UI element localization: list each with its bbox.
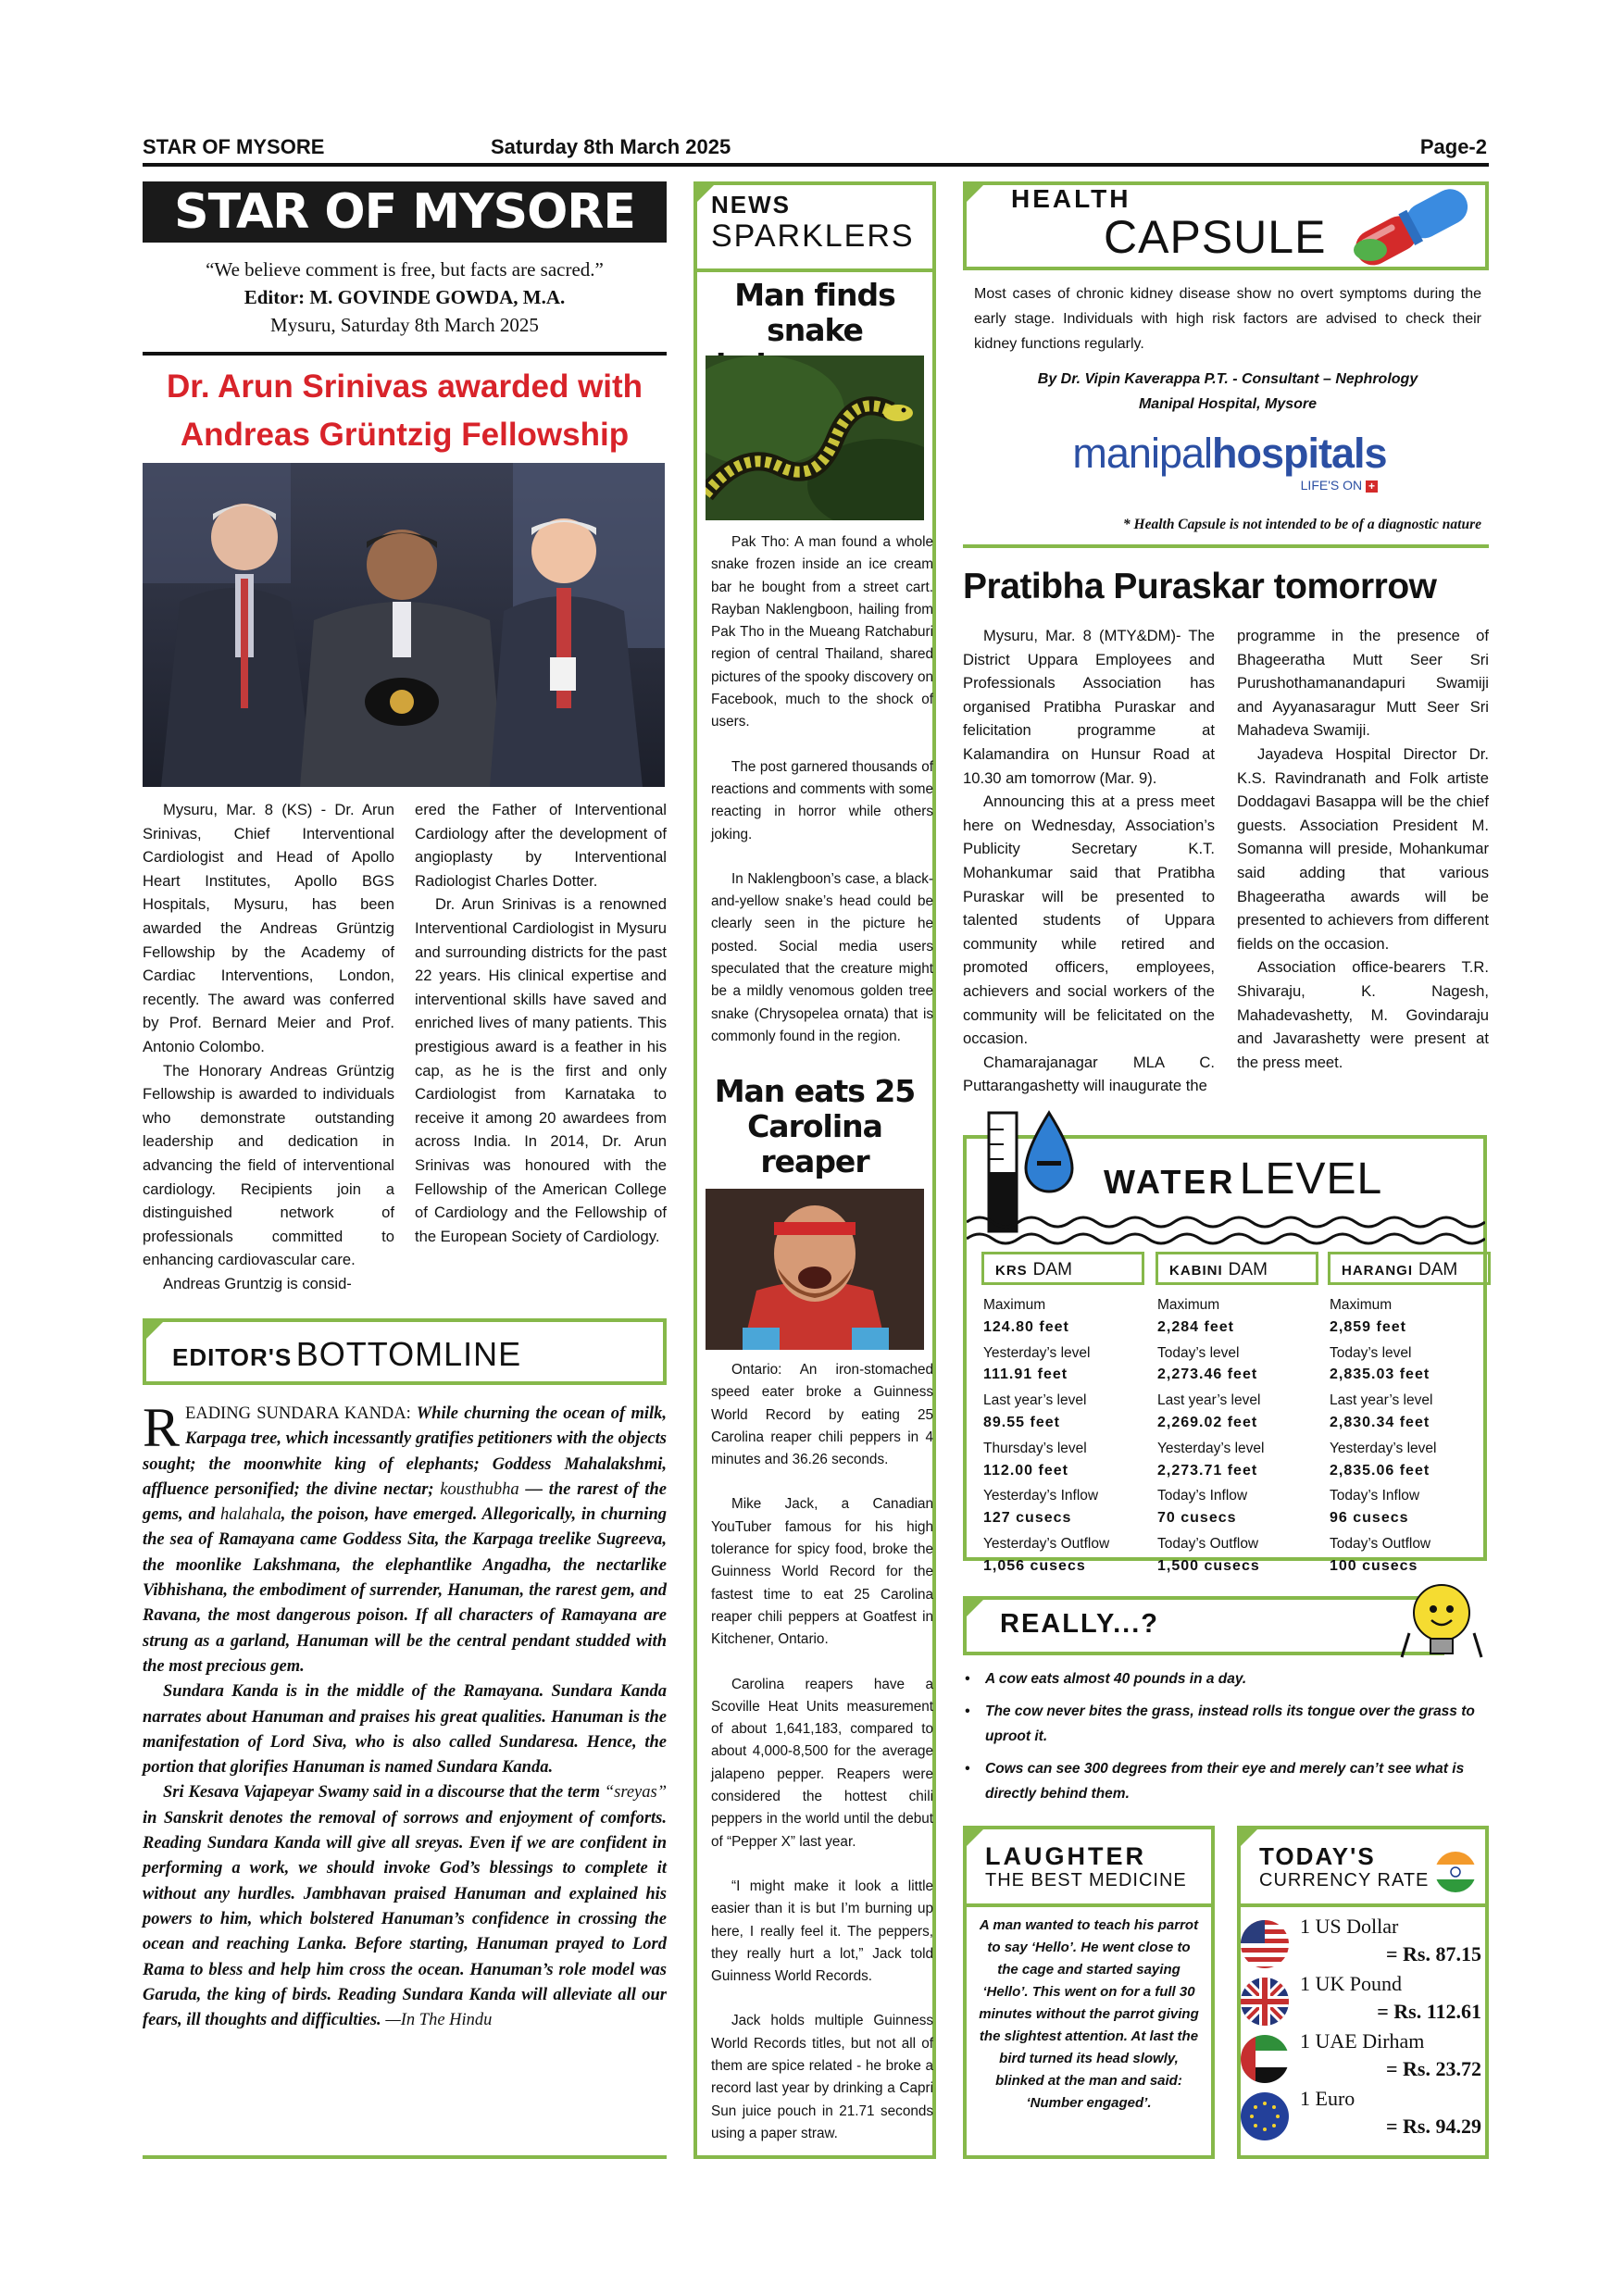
laughter-label	[985, 1842, 1207, 1891]
snake-para: The post garnered thousands of reactions and comments with some reacting in horror while others joking.	[711, 758, 933, 842]
pratibha-para: Association office-bearers T.R. Shivaraju, K. Nagesh, Mahadevashetty, M. Govindaraju and Javarashetty were present at the press meet.	[1237, 958, 1489, 1071]
sparklers-divider	[693, 268, 936, 272]
currency-row-usd	[1241, 1915, 1481, 1972]
dam-name: KRS	[995, 1263, 1028, 1279]
snake-story-body	[711, 531, 933, 1070]
currency-rate: = Rs. 87.15	[1386, 1942, 1481, 1965]
pepper-headline-line2: Carolina reaper	[747, 1108, 882, 1179]
dam-header	[1328, 1252, 1491, 1285]
pratibha-col2	[1237, 624, 1489, 1074]
lead-headline	[139, 363, 670, 459]
really-fact: • Cows can see 300 degrees from their eye and merely can’t see what is directly behind them.	[963, 1756, 1489, 1806]
editors-bottomline-body	[143, 1397, 667, 2033]
editor-para: Sundara Kanda is in the middle of the Ramayana. Sundara Kanda narrates about Hanuman and praises his great qualities. Hanuman is the manifestation of Lord Siva, who is also called Sundaresa. Hence, the portion that glorifies Hanuman is named Sundara Kanda.	[143, 1682, 667, 1778]
dam-row-value: 111.91 feet	[983, 1366, 1068, 1383]
dam-row-value: 2,273.46 feet	[1157, 1366, 1258, 1383]
pratibha-para: Jayadeva Hospital Director Dr. K.S. Ravindranath and Folk artiste Doddagavi Basappa will be the chief guests. Association President M. Somanna will preside, Mohankumar said adding that various Bhageeratha awards will be presented to achievers from different fields on the occasion.	[1237, 744, 1489, 953]
india-flag-icon	[1433, 1850, 1478, 1894]
currency-row-eur	[1241, 2087, 1481, 2144]
dam-row-label: Today’s Inflow	[1157, 1488, 1248, 1504]
dam-row-label: Maximum	[983, 1297, 1046, 1313]
water-level-label	[1104, 1154, 1382, 1204]
masthead-title: STAR OF MYSORE	[143, 181, 667, 243]
sparklers-label-b: SPARKLERS	[711, 218, 915, 254]
editors-bottomline-banner	[143, 1318, 667, 1385]
dam-row-label: Today’s Inflow	[1330, 1488, 1420, 1504]
lead-headline-line1: Dr. Arun Srinivas awarded with	[166, 368, 643, 405]
dam-row-label: Yesterday’s Outflow	[983, 1535, 1110, 1552]
water-waves-icon	[967, 1213, 1485, 1246]
dam-row-value: 127 cusecs	[983, 1510, 1072, 1527]
editor-text: While churning the ocean of milk, Karpaga tree, which incessantly gratifies petitioners with the objects sought; the moonwhite king of elephants; Goddess Mahalakshmi, affluence personified; the divine nectar;	[143, 1404, 667, 1499]
dam-row-value: 2,835.06 feet	[1330, 1462, 1430, 1479]
snake-headline-line1: Man finds snake	[734, 277, 895, 348]
pepper-para: “I might make it look a little easier than it is but I’m burning up here, I really feel it. The peppers, they really hurt a lot,” Jack told Guinness World Records.	[711, 1878, 933, 1985]
dam-header	[1156, 1252, 1318, 1285]
currency-label	[1259, 1842, 1444, 1891]
lightbulb-icon	[1400, 1576, 1483, 1676]
editor-term: kousthubha	[440, 1479, 519, 1499]
dam-row-label: Yesterday’s level	[1157, 1440, 1265, 1456]
editor-text: Sri Kesava Vajapeyar Swamy said in a discourse that the term	[163, 1783, 605, 1803]
dam-row-label: Yesterday’s Inflow	[983, 1488, 1099, 1504]
dam-header	[981, 1252, 1144, 1285]
manipal-logo	[1044, 430, 1415, 493]
manipal-tag-text: LIFE'S ON	[1300, 478, 1363, 493]
dam-row-label: Today’s level	[1330, 1344, 1412, 1361]
currency-corner	[1237, 1826, 1261, 1850]
dam-row-value: 2,830.34 feet	[1330, 1414, 1430, 1430]
editor-credit: —In The Hindu	[381, 2011, 493, 2030]
health-byline-l2: Manipal Hospital, Mysore	[1138, 396, 1318, 412]
dam-row-label: Thursday’s level	[983, 1440, 1087, 1456]
pepper-headline-line1: Man eats 25	[714, 1073, 916, 1109]
currency-unit: 1 UAE Dirham	[1300, 2029, 1425, 2053]
laughter-corner	[963, 1826, 987, 1850]
lead-para: Andreas Gruntzig is consid-	[163, 1274, 352, 1292]
award-ceremony-photo	[143, 463, 665, 787]
header-date: Saturday 8th March 2025	[491, 135, 731, 158]
currency-unit: 1 Euro	[1300, 2087, 1355, 2110]
pepper-para: Ontario: An iron-stomached speed eater broke a Guinness World Record by eating 25 Carolina reaper chili peppers in 4 minutes and 36.26 seconds.	[711, 1362, 933, 1468]
lead-body-col1	[143, 798, 394, 1295]
pepper-para: Jack holds multiple Guinness World Records titles, but not all of them are spice related - he broke a record last year by drinking a Capri Sun juice pouch in 21.71 seconds using a paper straw.	[711, 2013, 933, 2141]
logo-part-a: manipal	[1072, 430, 1213, 477]
dam-suffix: DAM	[1228, 1260, 1268, 1279]
masthead-motto: “We believe comment is free, but facts are sacred.”	[206, 258, 604, 281]
snake-para: Pak Tho: A man found a whole snake frozen inside an ice cream bar he bought from a street cart. Rayban Naklengboon, hailing from Pak Tho in the Mueang Ratchaburi region of central Thailand, shared pictures of the spooky discovery on Facebook, much to the shock of users.	[711, 534, 933, 730]
snake-image	[706, 356, 924, 520]
pepper-eater-image	[706, 1189, 924, 1350]
us-flag-icon	[1241, 1920, 1289, 1968]
currency-unit: 1 UK Pound	[1300, 1972, 1403, 1995]
dam-name: KABINI	[1169, 1263, 1223, 1279]
currency-label-b: CURRENCY RATE	[1259, 1870, 1430, 1890]
snake-para: In Naklengboon’s case, a black-and-yellow snake’s head could be clearly seen in the picture he posted. Social media users speculated that the creature might be a mildly venomous golden tree snake (Chrysopelea ornata) that is commonly found in the region.	[711, 870, 933, 1044]
currency-divider	[1237, 1903, 1489, 1907]
dam-row-value: 1,056 cusecs	[983, 1557, 1086, 1574]
really-label: REALLY...?	[1000, 1609, 1160, 1639]
dam-row-label: Maximum	[1157, 1297, 1220, 1313]
dam-row-label: Today’s Outflow	[1330, 1535, 1431, 1552]
masthead-info	[143, 256, 667, 339]
capsule-pill-icon	[1343, 183, 1481, 268]
editor-term: halahala	[220, 1505, 281, 1525]
laughter-label-a: LAUGHTER	[985, 1842, 1146, 1870]
dam-row-value: 2,269.02 feet	[1157, 1414, 1258, 1430]
pratibha-para: Mysuru, Mar. 8 (MTY&DM)- The District Uppara Employees and Professionals Association has organised Pratibha Puraskar and felicitation programme at Kalamandira on Hunsur Road at 10.30 am tomorrow (Mar. 9).	[963, 627, 1215, 787]
dam-row-value: 70 cusecs	[1157, 1510, 1237, 1527]
dam-column-kabini	[1156, 1252, 1318, 1581]
health-corner	[963, 181, 987, 206]
really-fact: • The cow never bites the grass, instead rolls its tongue over the grass to uproot it.	[963, 1699, 1489, 1749]
really-facts	[963, 1666, 1489, 1814]
dam-row-label: Today’s level	[1157, 1344, 1240, 1361]
currency-row-gbp	[1241, 1972, 1481, 2029]
health-label-a: HEALTH	[1011, 184, 1131, 213]
editor-text: , the poison, have emerged. Allegorically, in churning the sea of Ramayana came Goddess Sita, the Karpaga treelike Sugreeva, the moonlike Lakshmana, the elephantlike Angadha, the nectarlike Vibhishana, the embodiment of surrender, Hanuman, the rarest gem, and Ravana, the most dangerous poison. If all characters of Ramayana are strung as a garland, Hanuman will be the central pendant studded with the most precious gem.	[143, 1505, 667, 1676]
currency-unit: 1 US Dollar	[1300, 1915, 1399, 1938]
editor-para	[143, 1397, 667, 1679]
page-header	[143, 131, 1487, 165]
pepper-para: Mike Jack, a Canadian YouTuber famous for his high tolerance for spicy food, broke the Guinness World Record for the fastest time to eat 25 Carolina reaper chili peppers at Goatfest in Kitchener, Ontario.	[711, 1496, 933, 1648]
health-disclaimer: * Health Capsule is not intended to be of a diagnostic nature	[1122, 517, 1481, 532]
editors-bottomline-label	[172, 1335, 521, 1374]
health-capsule-text: Most cases of chronic kidney disease show no overt symptoms during the early stage. Individuals with high risk factors are advised to check their kidney functions regularly.	[974, 286, 1481, 352]
really-corner	[963, 1596, 987, 1620]
uae-flag-icon	[1241, 2035, 1289, 2083]
dam-row-label: Yesterday’s level	[1330, 1440, 1437, 1456]
currency-rate: = Rs. 112.61	[1377, 2000, 1481, 2023]
currency-row-aed	[1241, 2029, 1481, 2087]
lead-para: Dr. Arun Srinivas is a renowned Interventional Cardiologist in Mysuru and surrounding districts for the past 22 years. His clinical expertise and interventional skills have saved and enriched lives of many patients. This prestigious award is a feather in his cap, as he is the first and only Cardiologist from Karnataka to receive it among 20 awardees from across India. In 2014, Dr. Arun Srinivas was honoured with the Fellowship of the American College of Cardiology and the Fellowship of the European Society of Cardiology.	[415, 895, 667, 1245]
dam-row-label: Today’s Outflow	[1157, 1535, 1259, 1552]
dam-row-label: Maximum	[1330, 1297, 1393, 1313]
dam-row-label: Last year’s level	[1330, 1392, 1433, 1409]
dam-name: HARANGI	[1342, 1263, 1413, 1279]
plus-icon: +	[1366, 480, 1378, 493]
laughter-divider	[963, 1903, 1215, 1907]
pratibha-para: programme in the presence of Bhageeratha Mutt Seer Sri Purushothamanandapuri Swamiji and Ayyanasaragur Mutt Seer Sri Mahadeva Swamiji.	[1237, 627, 1489, 740]
editors-label-a: EDITOR'S	[172, 1343, 293, 1371]
editor-para	[143, 1780, 667, 2033]
health-label-b: CAPSULE	[1104, 211, 1327, 263]
header-rule	[143, 163, 1489, 167]
pepper-photo	[706, 1189, 924, 1350]
header-page-number: Page-2	[1419, 135, 1487, 158]
dam-row-label: Yesterday’s level	[983, 1344, 1091, 1361]
editor-lead-caps: EADING SUNDARA KANDA:	[185, 1404, 411, 1423]
health-byline	[974, 367, 1481, 417]
dropcap: R	[143, 1397, 181, 1458]
currency-rate: = Rs. 94.29	[1386, 2115, 1481, 2138]
dam-suffix: DAM	[1418, 1260, 1458, 1279]
lead-photo	[143, 463, 665, 787]
logo-part-b: hospitals	[1212, 430, 1387, 477]
pratibha-para: Announcing this at a press meet here on Wednesday, Association’s Publicity Secretary K.T. Mohankumar said that Pratibha Puraskar will be presented to talented students of Uppara community while retired and promoted officers, employees, achievers and social workers of the community will be felicitated on the occasion.	[963, 792, 1215, 1048]
health-bottom-rule	[963, 544, 1489, 548]
health-byline-l1: By Dr. Vipin Kaverappa P.T. - Consultant – Nephrology	[1037, 371, 1418, 387]
dam-suffix: DAM	[1032, 1260, 1072, 1279]
lead-para: Mysuru, Mar. 8 (KS) - Dr. Arun Srinivas, Chief Interventional Cardiologist and Head of Apollo Heart Institutes, Apollo BGS Hospitals, Mysuru, has been awarded the Andreas Grüntzig Fellowship by the Academy of Cardiac Interventions, London, recently. The award was conferred by Prof. Bernard Meier and Prof. Antonio Colombo.	[143, 801, 394, 1055]
dam-row-value: 2,273.71 feet	[1157, 1462, 1258, 1479]
editors-label-b: BOTTOMLINE	[295, 1335, 522, 1373]
lead-body-col2	[415, 798, 667, 1248]
laughter-label-b: THE BEST MEDICINE	[985, 1870, 1187, 1890]
dam-row-label: Last year’s level	[983, 1392, 1087, 1409]
lead-para: ered the Father of Interventional Cardiology after the development of angioplasty by Interventional Radiologist Charles Dotter.	[415, 801, 667, 890]
dam-row-value: 2,859 feet	[1330, 1318, 1406, 1335]
editors-bottom-rule	[143, 2155, 667, 2159]
dam-row-value: 2,835.03 feet	[1330, 1366, 1430, 1383]
masthead-rule	[143, 352, 667, 356]
editor-text: — the rarest of the gems, and	[143, 1479, 667, 1525]
dam-row-value: 89.55 feet	[983, 1414, 1060, 1430]
dam-row-value: 124.80 feet	[983, 1318, 1069, 1335]
currency-list	[1241, 1915, 1481, 2144]
editor-term: “sreyas”	[604, 1783, 667, 1803]
dam-column-krs	[981, 1252, 1144, 1581]
masthead-dateline: Mysuru, Saturday 8th March 2025	[270, 314, 539, 336]
sparklers-label-a: NEWS	[711, 191, 791, 218]
currency-rate: = Rs. 23.72	[1386, 2057, 1481, 2080]
lead-para: The Honorary Andreas Grüntzig Fellowship is awarded to individuals who demonstrate outstanding leadership and dedication in advancing the field of interventional cardiology. Recipients join a distinguished network of professionals committed to enhancing cardiovascular care.	[143, 1061, 394, 1269]
manipal-tagline	[1044, 478, 1415, 493]
dam-row-value: 2,284 feet	[1157, 1318, 1234, 1335]
dam-row-label: Last year’s level	[1157, 1392, 1261, 1409]
dam-row-value: 112.00 feet	[983, 1462, 1068, 1479]
dam-row-value: 1,500 cusecs	[1157, 1557, 1260, 1574]
news-sparklers-label	[711, 191, 924, 253]
dam-row-value: 100 cusecs	[1330, 1557, 1418, 1574]
dam-column-harangi	[1328, 1252, 1491, 1581]
lead-headline-line2: Andreas Grüntzig Fellowship	[180, 417, 630, 453]
water-label-a: WATER	[1104, 1163, 1236, 1201]
water-label-b: LEVEL	[1239, 1154, 1383, 1204]
currency-label-a: TODAY'S	[1259, 1842, 1376, 1870]
health-capsule-label	[1011, 185, 1363, 261]
pratibha-col1	[963, 624, 1215, 1098]
editor-text: in Sanskrit denotes the removal of sorrows and enjoyment of comforts. Reading Sundara Kanda will give all sreyas. Even if we are confident in performing a work, we should invoke God’s blessings to complete it without any hurdles. Jambhavan praised Hanuman and explained his powers to him, which bolstered Hanuman’s confidence in crossing the ocean and reaching Lanka. Before starting, Hanuman prayed to Lord Rama to bless and help him cross the ocean. Hanuman’s role model was Garuda, the king of birds. Reading Sundara Kanda will alleviate all our fears, ill thoughts and difficulties.	[143, 1808, 667, 2030]
dam-row-value: 96 cusecs	[1330, 1510, 1409, 1527]
uk-flag-icon	[1241, 1978, 1289, 2026]
laughter-joke: A man wanted to teach his parrot to say ‘Hello’. He went close to the cage and started saying ‘Hello’. This went on for a full 30 minutes without the parrot giving the slightest attention. At last the bird turned its head slowly, blinked at the man and said: ‘Number engaged’.	[979, 1917, 1199, 2111]
really-fact: • A cow eats almost 40 pounds in a day.	[963, 1666, 1489, 1691]
pratibha-para: Chamarajanagar MLA C. Puttarangashetty will inaugurate the	[963, 1053, 1215, 1095]
header-paper-name: STAR OF MYSORE	[143, 135, 325, 158]
eu-flag-icon	[1241, 2092, 1289, 2140]
pratibha-headline: Pratibha Puraskar tomorrow	[963, 567, 1437, 606]
snake-photo	[706, 356, 924, 520]
masthead-editor: Editor: M. GOVINDE GOWDA, M.A.	[244, 286, 566, 308]
pepper-story-body	[711, 1359, 933, 2167]
pepper-para: Carolina reapers have a Scoville Heat Units measurement of about 1,641,183, compared to about 4,000-8,500 for the average jalapeno pepper. Reapers were considered the hottest chili peppers in the world until the debut of “Pepper X” last year.	[711, 1676, 933, 1850]
